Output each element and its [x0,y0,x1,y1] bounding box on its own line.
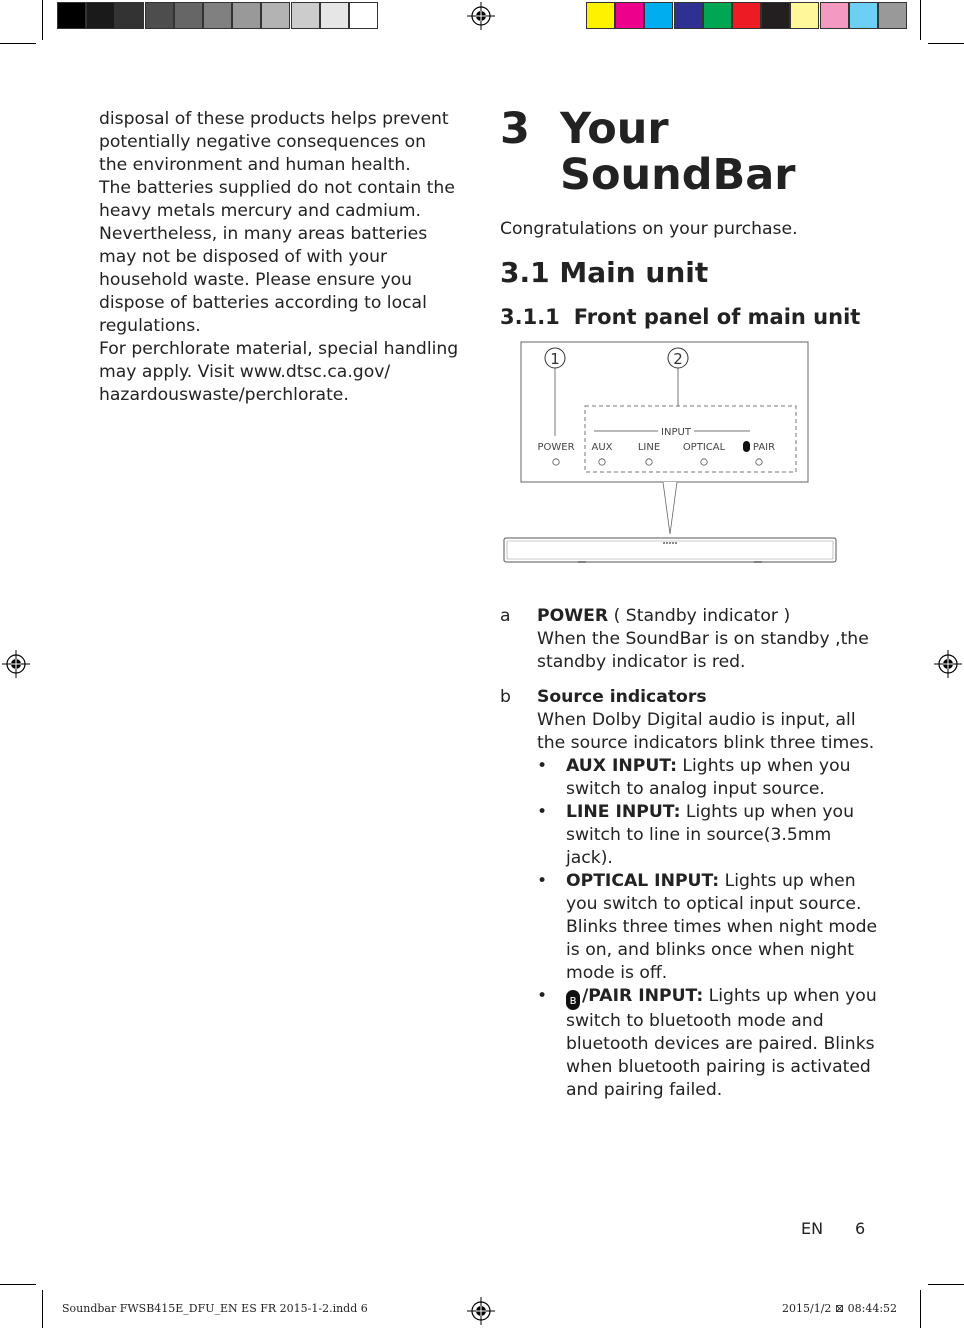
paragraph: The batteries supplied do not contain the heavy metals mercury and cadmium. Nevertheless, in many areas batteries may not be disposed of with your household waste. Please ensure you dispose of batteries according to local regulations. [99,178,455,336]
bullet-item [537,870,880,985]
crop-mark [920,1290,921,1328]
bluetooth-icon [743,441,750,452]
optical-label: OPTICAL [682,442,726,453]
item-body: When Dolby Digital audio is input, all the source indicators blink three times. [537,710,875,753]
aux-led-icon [599,459,605,465]
aux-label: AUX [591,442,613,453]
bullet-dot: • [537,802,548,822]
crop-mark [920,0,921,40]
crop-mark [0,1284,36,1285]
color-swatch [790,2,819,29]
left-column-text [99,108,459,407]
color-swatch [703,2,732,29]
bullet-dot: • [537,756,548,776]
registration-mark-icon [467,2,495,30]
subsection-number: 3.1.1 [500,305,560,329]
slug-datetime: 2015/1/2 ⊠ 08:44:52 [782,1302,898,1315]
bluetooth-icon: ʙ [566,990,580,1010]
soundbar-body [504,538,836,562]
indicator-list [500,605,880,1114]
soundbar-led-dot [672,542,674,544]
list-item [500,686,880,1102]
zoom-pointer [663,482,677,534]
line-led-icon [646,459,652,465]
bullet-label: LINE INPUT: [566,802,681,822]
color-swatch [86,2,115,29]
power-led-icon [553,459,559,465]
color-swatch [878,2,907,29]
subsection-heading [500,303,860,331]
item-title-suffix: ( Standby indicator ) [608,606,791,626]
pair-led-icon [756,459,762,465]
paragraph: disposal of these products helps prevent potentially negative consequences on the environment and human health. [99,109,449,175]
bullet-dot: • [537,986,548,1006]
bullet-item [537,801,880,870]
color-swatch [232,2,261,29]
item-title: POWER [537,606,609,626]
input-label: INPUT [661,427,691,438]
color-swatch [732,2,761,29]
crop-mark [928,1284,964,1285]
pair-label: PAIR [752,442,776,453]
bullet-text: Lights up when you switch to line in source(3.5mm jack). [566,802,854,868]
color-swatch [320,2,349,29]
list-item [500,605,880,674]
bullet-label: /PAIR INPUT: [582,986,704,1006]
soundbar-led-dot [666,542,668,544]
line-label: LINE [637,442,661,453]
soundbar-led-dot [669,542,671,544]
registration-mark-icon [467,1297,495,1325]
bullet-label: OPTICAL INPUT: [566,871,720,891]
color-swatch [261,2,290,29]
bullet-text: Lights up when you switch to bluetooth mode and bluetooth devices are paired. Blinks when bluetooth pairing is activated and pairing failed. [566,986,877,1100]
soundbar-led-dot [663,542,665,544]
bullet-text: Lights up when you switch to analog input source. [566,756,851,799]
section-heading: 3.1 Main unit [500,256,709,289]
bullet-dot: • [537,871,548,891]
page-number: 6 [855,1219,866,1238]
bullet-label: AUX INPUT: [566,756,677,776]
color-swatch [761,2,790,29]
soundbar-led-dot [675,542,677,544]
color-swatch [674,2,703,29]
chapter-title-line1: Your [560,104,669,154]
callout-2-number: 2 [673,350,683,368]
front-panel-diagram [500,336,845,566]
bullet-item [537,755,880,801]
color-swatch [174,2,203,29]
bullet-item [537,985,880,1102]
registration-mark-icon [2,650,30,678]
color-swatch [586,2,615,29]
item-letter: a [500,606,511,626]
color-swatch [349,2,378,29]
item-body: When the SoundBar is on standby ,the standby indicator is red. [537,629,869,672]
bullet-text: Lights up when you switch to optical input source. Blinks three times when night mode is on, and blinks once when night mode is off. [566,871,878,983]
color-swatch [145,2,174,29]
color-swatch [203,2,232,29]
color-swatch [644,2,673,29]
color-swatch [57,2,86,29]
item-title: Source indicators [537,687,707,707]
color-swatch [849,2,878,29]
slug-filename: Soundbar FWSB415E_DFU_EN ES FR 2015-1-2.indd 6 [62,1302,368,1315]
crop-mark [42,0,43,40]
color-swatch [820,2,849,29]
intro-text: Congratulations on your purchase. [500,219,798,239]
registration-mark-icon [934,650,962,678]
paragraph: For perchlorate material, special handling may apply. Visit www.dtsc.ca.gov/ hazardouswaste/perchlorate. [99,339,459,405]
chapter-number: 3 [500,104,530,154]
crop-mark [42,1290,43,1328]
subsection-title: Front panel of main unit [573,305,861,329]
color-swatch [291,2,320,29]
crop-mark [0,43,36,44]
callout-1-number: 1 [550,350,560,368]
power-label: POWER [537,442,575,453]
optical-led-icon [701,459,707,465]
item-letter: b [500,687,511,707]
crop-mark [928,43,964,44]
chapter-title-line2: SoundBar [560,150,796,200]
color-swatch [615,2,644,29]
color-swatch [115,2,144,29]
footer-lang: EN [801,1219,824,1238]
